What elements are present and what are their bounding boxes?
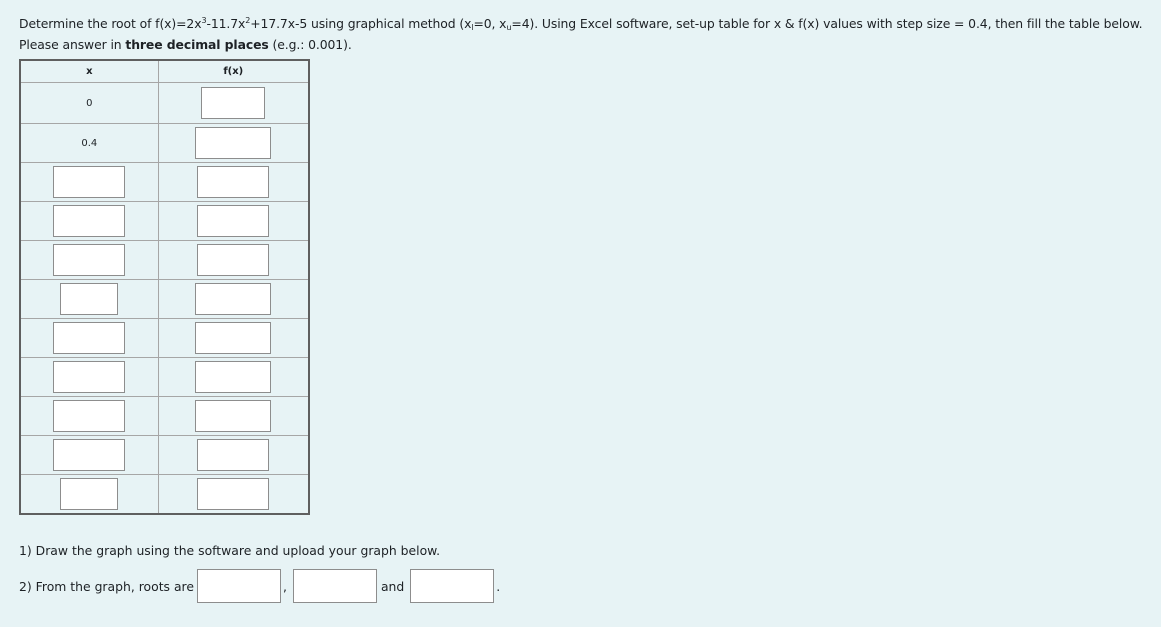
- x-input[interactable]: [53, 361, 125, 393]
- root-1-input[interactable]: [197, 569, 281, 603]
- table-row: [20, 124, 309, 163]
- x-cell: [20, 397, 158, 436]
- x-input[interactable]: [53, 244, 125, 276]
- table-row: [20, 319, 309, 358]
- x-cell: [20, 202, 158, 241]
- fx-cell: [158, 202, 309, 241]
- x-cell: [20, 475, 158, 515]
- table-row: [20, 241, 309, 280]
- table-row: [20, 280, 309, 319]
- fx-input[interactable]: [197, 439, 269, 471]
- question-text: [19, 13, 1144, 55]
- fx-input[interactable]: [197, 166, 269, 198]
- exponent-3: 3: [201, 16, 207, 25]
- question-part: Determine the root of f(x)=2x: [19, 16, 202, 31]
- fx-cell: [158, 397, 309, 436]
- fx-cell: [158, 475, 309, 515]
- question-part: -11.7x: [206, 16, 246, 31]
- fx-input[interactable]: [197, 205, 269, 237]
- question-part: =4). Using Excel software, set-up table for x & f(x) values with step size = 0.4, then fill the table below. Please answer in: [19, 16, 1143, 52]
- roots-label: 2) From the graph, roots are: [19, 578, 194, 594]
- x-input[interactable]: [53, 322, 125, 354]
- x-input[interactable]: [60, 283, 118, 315]
- fx-cell: [158, 241, 309, 280]
- question-part: +17.7x-5 using graphical method (x: [250, 16, 472, 31]
- x-cell: [20, 280, 158, 319]
- fx-cell: [158, 83, 309, 124]
- x-cell: [20, 319, 158, 358]
- table-row: [20, 397, 309, 436]
- subscript-u: u: [506, 23, 512, 32]
- x-column-header: x: [20, 60, 158, 83]
- fx-cell: [158, 358, 309, 397]
- x-input[interactable]: [53, 400, 125, 432]
- x-input[interactable]: [53, 439, 125, 471]
- fx-cell: [158, 319, 309, 358]
- x-input[interactable]: [53, 205, 125, 237]
- question-emphasis: three decimal places: [125, 37, 269, 52]
- exponent-2: 2: [245, 16, 251, 25]
- x-cell: [20, 436, 158, 475]
- table-row: [20, 436, 309, 475]
- fx-cell: [158, 436, 309, 475]
- fx-input[interactable]: [195, 127, 271, 159]
- x-cell: 0.4: [20, 124, 158, 163]
- x-cell: [20, 358, 158, 397]
- fx-input[interactable]: [195, 322, 271, 354]
- fx-column-header: f(x): [158, 60, 309, 83]
- fx-input[interactable]: [197, 478, 269, 510]
- subscript-l: l: [471, 23, 474, 32]
- table-row: [20, 83, 309, 124]
- table-row: [20, 358, 309, 397]
- root-3-input[interactable]: [410, 569, 494, 603]
- table-row: [20, 163, 309, 202]
- and-separator: and: [380, 578, 405, 594]
- fx-input[interactable]: [195, 283, 271, 315]
- fx-input[interactable]: [195, 400, 271, 432]
- fx-cell: [158, 280, 309, 319]
- fx-input[interactable]: [201, 87, 265, 119]
- fx-input[interactable]: [195, 361, 271, 393]
- roots-question: [19, 569, 502, 603]
- x-cell: 0: [20, 83, 158, 124]
- root-2-input[interactable]: [293, 569, 377, 603]
- table-header-row: [20, 60, 309, 83]
- x-input[interactable]: [60, 478, 118, 510]
- fx-cell: [158, 124, 309, 163]
- fx-cell: [158, 163, 309, 202]
- x-cell: [20, 241, 158, 280]
- period-separator: .: [496, 578, 501, 594]
- table-row: [20, 475, 309, 515]
- comma-separator: ,: [283, 578, 287, 594]
- xfx-table: [19, 59, 310, 515]
- x-cell: [20, 163, 158, 202]
- fx-input[interactable]: [197, 244, 269, 276]
- question-part: (e.g.: 0.001).: [268, 37, 352, 52]
- x-input[interactable]: [53, 166, 125, 198]
- graph-instruction: 1) Draw the graph using the software and upload your graph below.: [19, 543, 441, 558]
- question-part: =0, x: [473, 16, 507, 31]
- table-row: [20, 202, 309, 241]
